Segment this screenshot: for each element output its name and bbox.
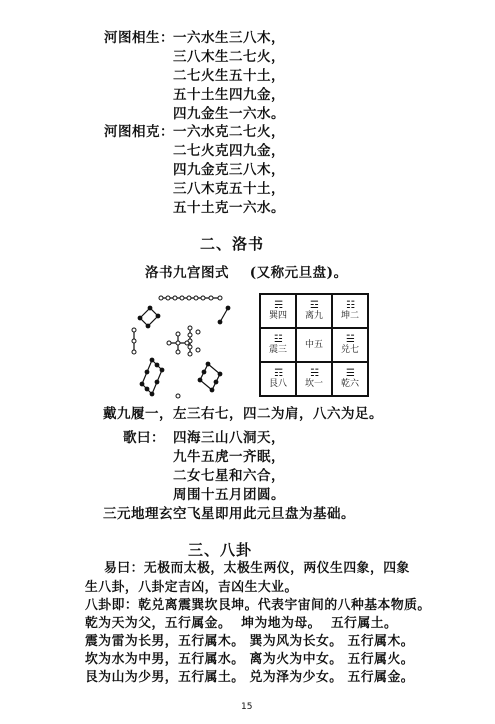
- palace-kan: [296, 362, 332, 396]
- palace-label: 离九: [304, 311, 323, 321]
- bagua-row-4: 艮为山为少男，五行属土。 兑为泽为少女。 五行属金。: [85, 670, 415, 685]
- luoshu-closing: 三元地理玄空飞星即用此元旦盘为基础。: [103, 506, 355, 522]
- page-number: 15: [241, 702, 253, 712]
- palace-dui: [332, 328, 368, 362]
- palace-label: 坤二: [340, 311, 359, 321]
- bagua-row-1: 乾为天为父，五行属金。 坤为地为母。 五行属土。: [85, 616, 398, 631]
- palace-label: 艮八: [268, 379, 287, 389]
- section-heading-luoshu: 二、洛书: [200, 235, 265, 253]
- nine-palace-grid: [259, 293, 369, 397]
- kan-trigram-icon: ☵: [310, 368, 318, 379]
- gen-trigram-icon: ☶: [274, 368, 282, 379]
- bagua-row-3: 坎为水为中男，五行属水。 离为火为中女。 五行属火。: [85, 652, 415, 667]
- hetu-sheng-line-3: 二七火生五十土，: [173, 68, 285, 84]
- zhen-trigram-icon: ☳: [274, 334, 282, 345]
- kun-trigram-icon: ☷: [346, 300, 354, 311]
- qian-trigram-icon: ☰: [346, 368, 354, 379]
- palace-li: [296, 294, 332, 328]
- palace-label: 乾六: [340, 379, 359, 389]
- hetu-ke-line-3: 四九金克三八木，: [173, 162, 285, 178]
- xun-trigram-icon: ☴: [274, 300, 282, 311]
- luoshu-caption: 洛书九宫图式 (又称元旦盘)。: [145, 265, 348, 281]
- hetu-ke-line-2: 二七火克四九金，: [173, 143, 285, 159]
- bagua-yizhuan-2: 生八卦，八卦定吉凶，吉凶生大业。: [85, 580, 298, 595]
- hetu-sheng-line-4: 五十土生四九金，: [173, 87, 285, 103]
- palace-label: 巽四: [268, 311, 287, 321]
- hetu-sheng-line-5: 四九金生一六水。: [173, 106, 285, 122]
- section-heading-bagua: 三、八卦: [188, 541, 253, 559]
- hetu-ke-label: 河图相克：: [104, 124, 174, 140]
- luoshu-dot-diagram: [128, 290, 236, 402]
- dui-trigram-icon: ☱: [346, 334, 354, 345]
- palace-label: 中五: [304, 339, 323, 350]
- song-line-4: 周围十五月团圆。: [173, 487, 285, 503]
- hetu-ke-line-5: 五十土克一六水。: [173, 200, 285, 216]
- palace-label: 坎一: [304, 379, 323, 389]
- palace-qian: [332, 362, 368, 396]
- hetu-ke-line-4: 三八木克五十土，: [173, 181, 285, 197]
- li-trigram-icon: ☲: [310, 300, 318, 311]
- song-line-2: 九牛五虎一齐眠，: [173, 449, 285, 465]
- hetu-ke-line-1: 一六水克二七火，: [173, 124, 285, 140]
- bagua-yizhuan-1: 易曰：无极而太极，太极生两仪，两仪生四象，四象: [104, 561, 410, 576]
- song-line-1: 四海三山八洞天，: [173, 430, 285, 446]
- hetu-sheng-line-1: 一六水生三八木，: [173, 30, 285, 46]
- palace-kun: [332, 294, 368, 328]
- palace-label: 兑七: [340, 345, 359, 355]
- song-line-3: 二女七星和六合，: [173, 468, 285, 484]
- luoshu-rule: 戴九履一，左三右七，四二为肩，八六为足。: [103, 406, 383, 422]
- palace-zhen: [260, 328, 296, 362]
- palace-center: [296, 328, 332, 362]
- palace-xun: [260, 294, 296, 328]
- palace-gen: [260, 362, 296, 396]
- bagua-intro: 八卦即：乾兑离震巽坎艮坤。代表宇宙间的八种基本物质。: [85, 598, 431, 613]
- palace-label: 震三: [268, 345, 287, 355]
- hetu-sheng-label: 河图相生：: [104, 30, 174, 46]
- bagua-row-2: 震为雷为长男，五行属木。 巽为风为长女。 五行属木。: [85, 634, 415, 649]
- song-label: 歌曰：: [123, 430, 165, 446]
- hetu-sheng-line-2: 三八木生二七火，: [173, 49, 285, 65]
